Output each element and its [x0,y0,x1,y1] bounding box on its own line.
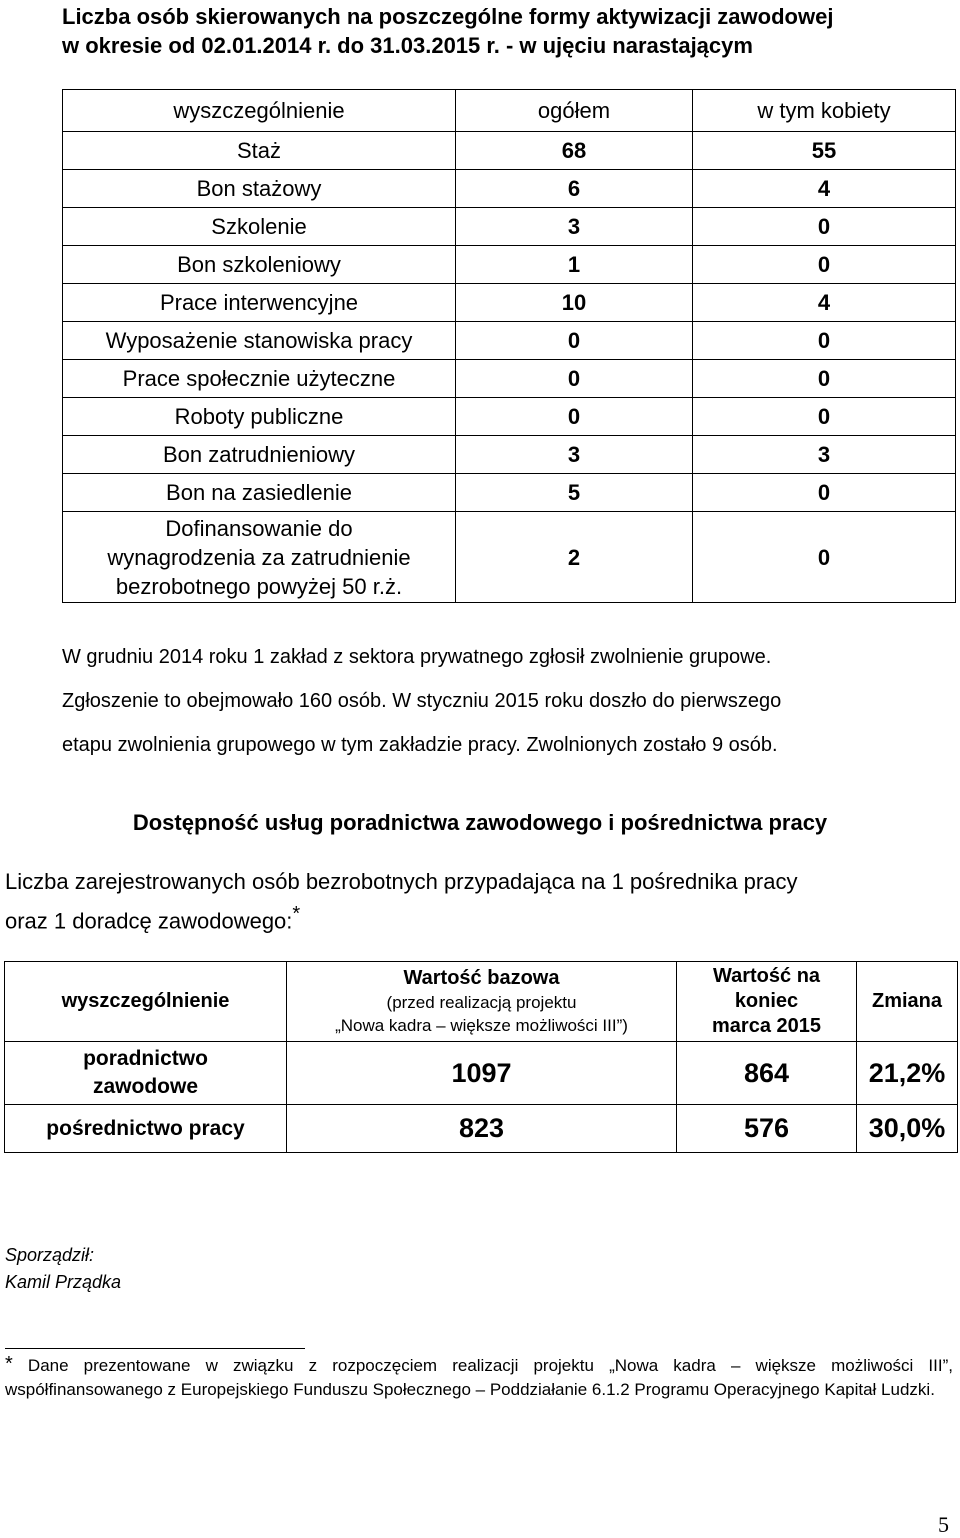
table-row [63,360,956,398]
women-cell: 0 [693,474,956,512]
table-row [63,512,956,603]
change-cell: 21,2% [857,1042,958,1105]
footnote-marker: * [292,903,301,925]
footnote-separator [5,1348,305,1349]
header-cell: wyszczególnienie [63,90,456,132]
women-cell: 4 [693,284,956,322]
row-label: Staż [63,132,456,170]
row-label: Bon szkoleniowy [63,246,456,284]
table-row [63,474,956,512]
women-cell: 4 [693,170,956,208]
total-cell: 3 [456,436,693,474]
women-cell: 0 [693,512,956,603]
table-row [63,208,956,246]
table-row [5,1105,958,1153]
intro-line [5,898,953,937]
row-label: Wyposażenie stanowiska pracy [63,322,456,360]
table-row [63,322,956,360]
row-label-line: bezrobotnego powyżej 50 r.ż. [115,573,403,599]
base-value-cell: 1097 [287,1042,677,1105]
table-row [5,1042,958,1105]
header-line: Wartość na [712,965,821,987]
base-value-cell: 823 [287,1105,677,1153]
row-label: Bon stażowy [63,170,456,208]
total-cell: 0 [456,398,693,436]
women-cell: 0 [693,360,956,398]
row-label: Prace społecznie użyteczne [63,360,456,398]
page-number: 5 [938,1512,949,1537]
total-cell: 5 [456,474,693,512]
table-header-row [5,962,958,1042]
services-table [4,961,958,1153]
row-label: pośrednictwo pracy [5,1105,287,1153]
total-cell: 6 [456,170,693,208]
activation-table [62,89,956,603]
header-line: koniec [734,990,799,1012]
row-label-line: Dofinansowanie do [165,515,353,541]
header-cell: w tym kobiety [693,90,956,132]
row-label-line: zawodowe [92,1075,198,1098]
row-label-line: wynagrodzenia za zatrudnienie [107,544,411,570]
row-label: Bon zatrudnieniowy [63,436,456,474]
women-cell: 3 [693,436,956,474]
header-sub-text: „Nowa kadra – większe możliwości III”) [335,1016,628,1035]
intro-line: Liczba zarejestrowanych osób bezrobotnych przypadająca na 1 pośrednika pracy [5,869,798,894]
paragraph-line: W grudniu 2014 roku 1 zakład z sektora prywatnego zgłosił zwolnienie grupowe. [62,646,772,668]
women-cell: 55 [693,132,956,170]
section-heading: Dostępność usług poradnictwa zawodowego i pośrednictwa pracy [132,810,828,835]
row-label: Roboty publiczne [63,398,456,436]
group-layoff-paragraph [62,647,954,755]
row-label: Szkolenie [63,208,456,246]
header-cell: ogółem [456,90,693,132]
header-sub-text: (przed realizacją projektu [386,993,577,1012]
total-cell: 0 [456,360,693,398]
footnote-star: * [5,1353,13,1375]
table-row [63,284,956,322]
table-row [63,132,956,170]
paragraph-line: Zgłoszenie to obejmowało 160 osób. W styczniu 2015 roku doszło do pierwszego [62,690,782,712]
row-label-line: poradnictwo [83,1047,208,1070]
total-cell: 3 [456,208,693,246]
table-header-row [63,90,956,132]
signature-block [5,1242,121,1296]
footnote-text: Dane prezentowane w związku z rozpoczęciem realizacji projektu „Nowa kadra – większe możliwości III”, współfinansowanego z Europejskiego Funduszu Społecznego – Poddziałanie 6.1.2 Programu Operacyjnego Kapitał Ludzki. [5,1356,953,1399]
table-row [63,398,956,436]
row-label: Bon na zasiedlenie [63,474,456,512]
signature-name: Kamil Prządka [5,1272,122,1292]
table-row [63,436,956,474]
total-cell: 1 [456,246,693,284]
women-cell: 0 [693,246,956,284]
header-cell: wyszczególnienie [5,962,287,1042]
header-main-text: Wartość bazowa [403,967,560,989]
header-cell [287,962,677,1042]
document-title [62,2,954,60]
total-cell: 68 [456,132,693,170]
end-value-cell: 864 [677,1042,857,1105]
row-label: Prace interwencyjne [63,284,456,322]
title-line-1: Liczba osób skierowanych na poszczególne formy aktywizacji zawodowej [62,4,834,29]
women-cell: 0 [693,398,956,436]
total-cell: 10 [456,284,693,322]
total-cell: 0 [456,322,693,360]
women-cell: 0 [693,208,956,246]
change-cell: 30,0% [857,1105,958,1153]
header-cell [677,962,857,1042]
paragraph-line: etapu zwolnienia grupowego w tym zakładzie pracy. Zwolnionych zostało 9 osób. [62,734,778,756]
header-cell: Zmiana [857,962,958,1042]
total-cell: 2 [456,512,693,603]
women-cell: 0 [693,322,956,360]
intro-text [5,866,953,937]
row-label [63,512,456,603]
header-line: marca 2015 [712,1015,821,1037]
footnote [5,1354,953,1402]
end-value-cell: 576 [677,1105,857,1153]
row-label [5,1042,287,1105]
signature-label: Sporządził: [5,1245,95,1265]
table-row [63,246,956,284]
table-row [63,170,956,208]
title-line-2: w okresie od 02.01.2014 r. do 31.03.2015 r. - w ujęciu narastającym [62,33,753,58]
intro-line-text: oraz 1 doradcę zawodowego: [5,908,293,934]
